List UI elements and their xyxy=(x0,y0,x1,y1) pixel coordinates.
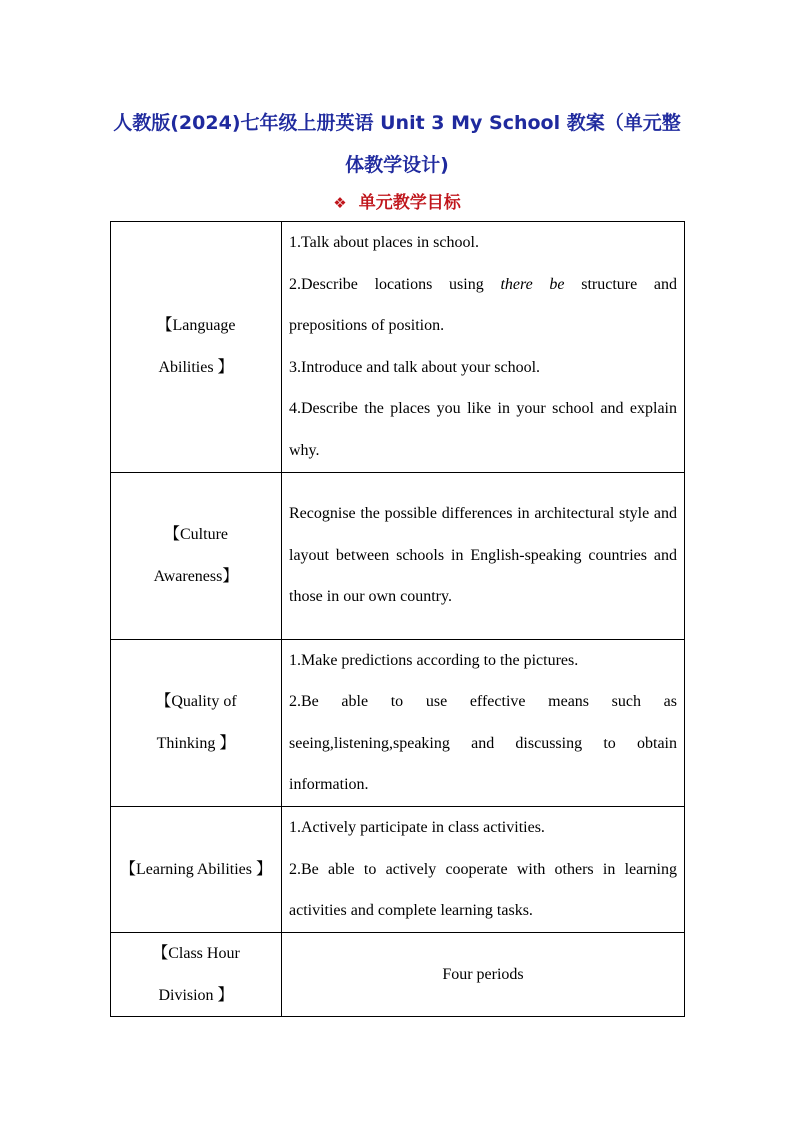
unit-goals-table xyxy=(110,221,685,1017)
table-row xyxy=(111,639,685,806)
list-item: 4.Describe the places you like in your school and explain why. xyxy=(289,400,677,459)
diamond-bullet-icon: ❖ xyxy=(333,194,347,212)
list-item: 2.Be able to use effective means such as seeing,listening,speaking and discussing to obtain information. xyxy=(289,693,677,794)
list-item: 1.Talk about places in school. xyxy=(289,234,479,251)
list-item: 1.Make predictions according to the pictures. xyxy=(289,651,579,669)
title-line-2: 体教学设计) xyxy=(345,154,449,176)
row-label-class-hour-division: 【Class Hour Division 】 xyxy=(111,932,282,1016)
table-row xyxy=(111,472,685,639)
table-row xyxy=(111,932,685,1016)
row-content-class-hour-division xyxy=(282,932,685,1016)
section-heading-text: 单元教学目标 xyxy=(358,193,461,213)
row-content-language-abilities xyxy=(282,222,685,473)
document-title xyxy=(0,102,794,186)
row-label-culture-awareness: 【Culture Awareness】 xyxy=(111,472,282,639)
table-row xyxy=(111,222,685,473)
emphasis-text: there be xyxy=(500,275,565,293)
list-item: 2.Be able to actively cooperate with others in learning activities and complete learning tasks. xyxy=(289,860,677,920)
list-item: 2.Describe locations using there be structure and prepositions of position. xyxy=(289,275,678,335)
row-content-learning-abilities xyxy=(282,806,685,932)
periods-value: Four periods xyxy=(442,965,524,983)
row-label-learning-abilities: 【Learning Abilities 】 xyxy=(111,806,282,932)
section-heading xyxy=(0,188,794,213)
row-label-language-abilities: 【Language Abilities 】 xyxy=(111,222,282,473)
list-item: Recognise the possible differences in architectural style and layout between schools in English-speaking countries and those in our own country. xyxy=(289,505,677,606)
table-row xyxy=(111,806,685,932)
row-content-quality-of-thinking xyxy=(282,639,685,806)
list-item: 3.Introduce and talk about your school. xyxy=(289,358,541,376)
row-label-quality-of-thinking: 【Quality of Thinking 】 xyxy=(111,639,282,806)
row-content-culture-awareness xyxy=(282,472,685,639)
title-line-1: 人教版(2024)七年级上册英语 Unit 3 My School 教案（单元整 xyxy=(113,112,681,134)
list-item: 1.Actively participate in class activities. xyxy=(289,819,545,837)
